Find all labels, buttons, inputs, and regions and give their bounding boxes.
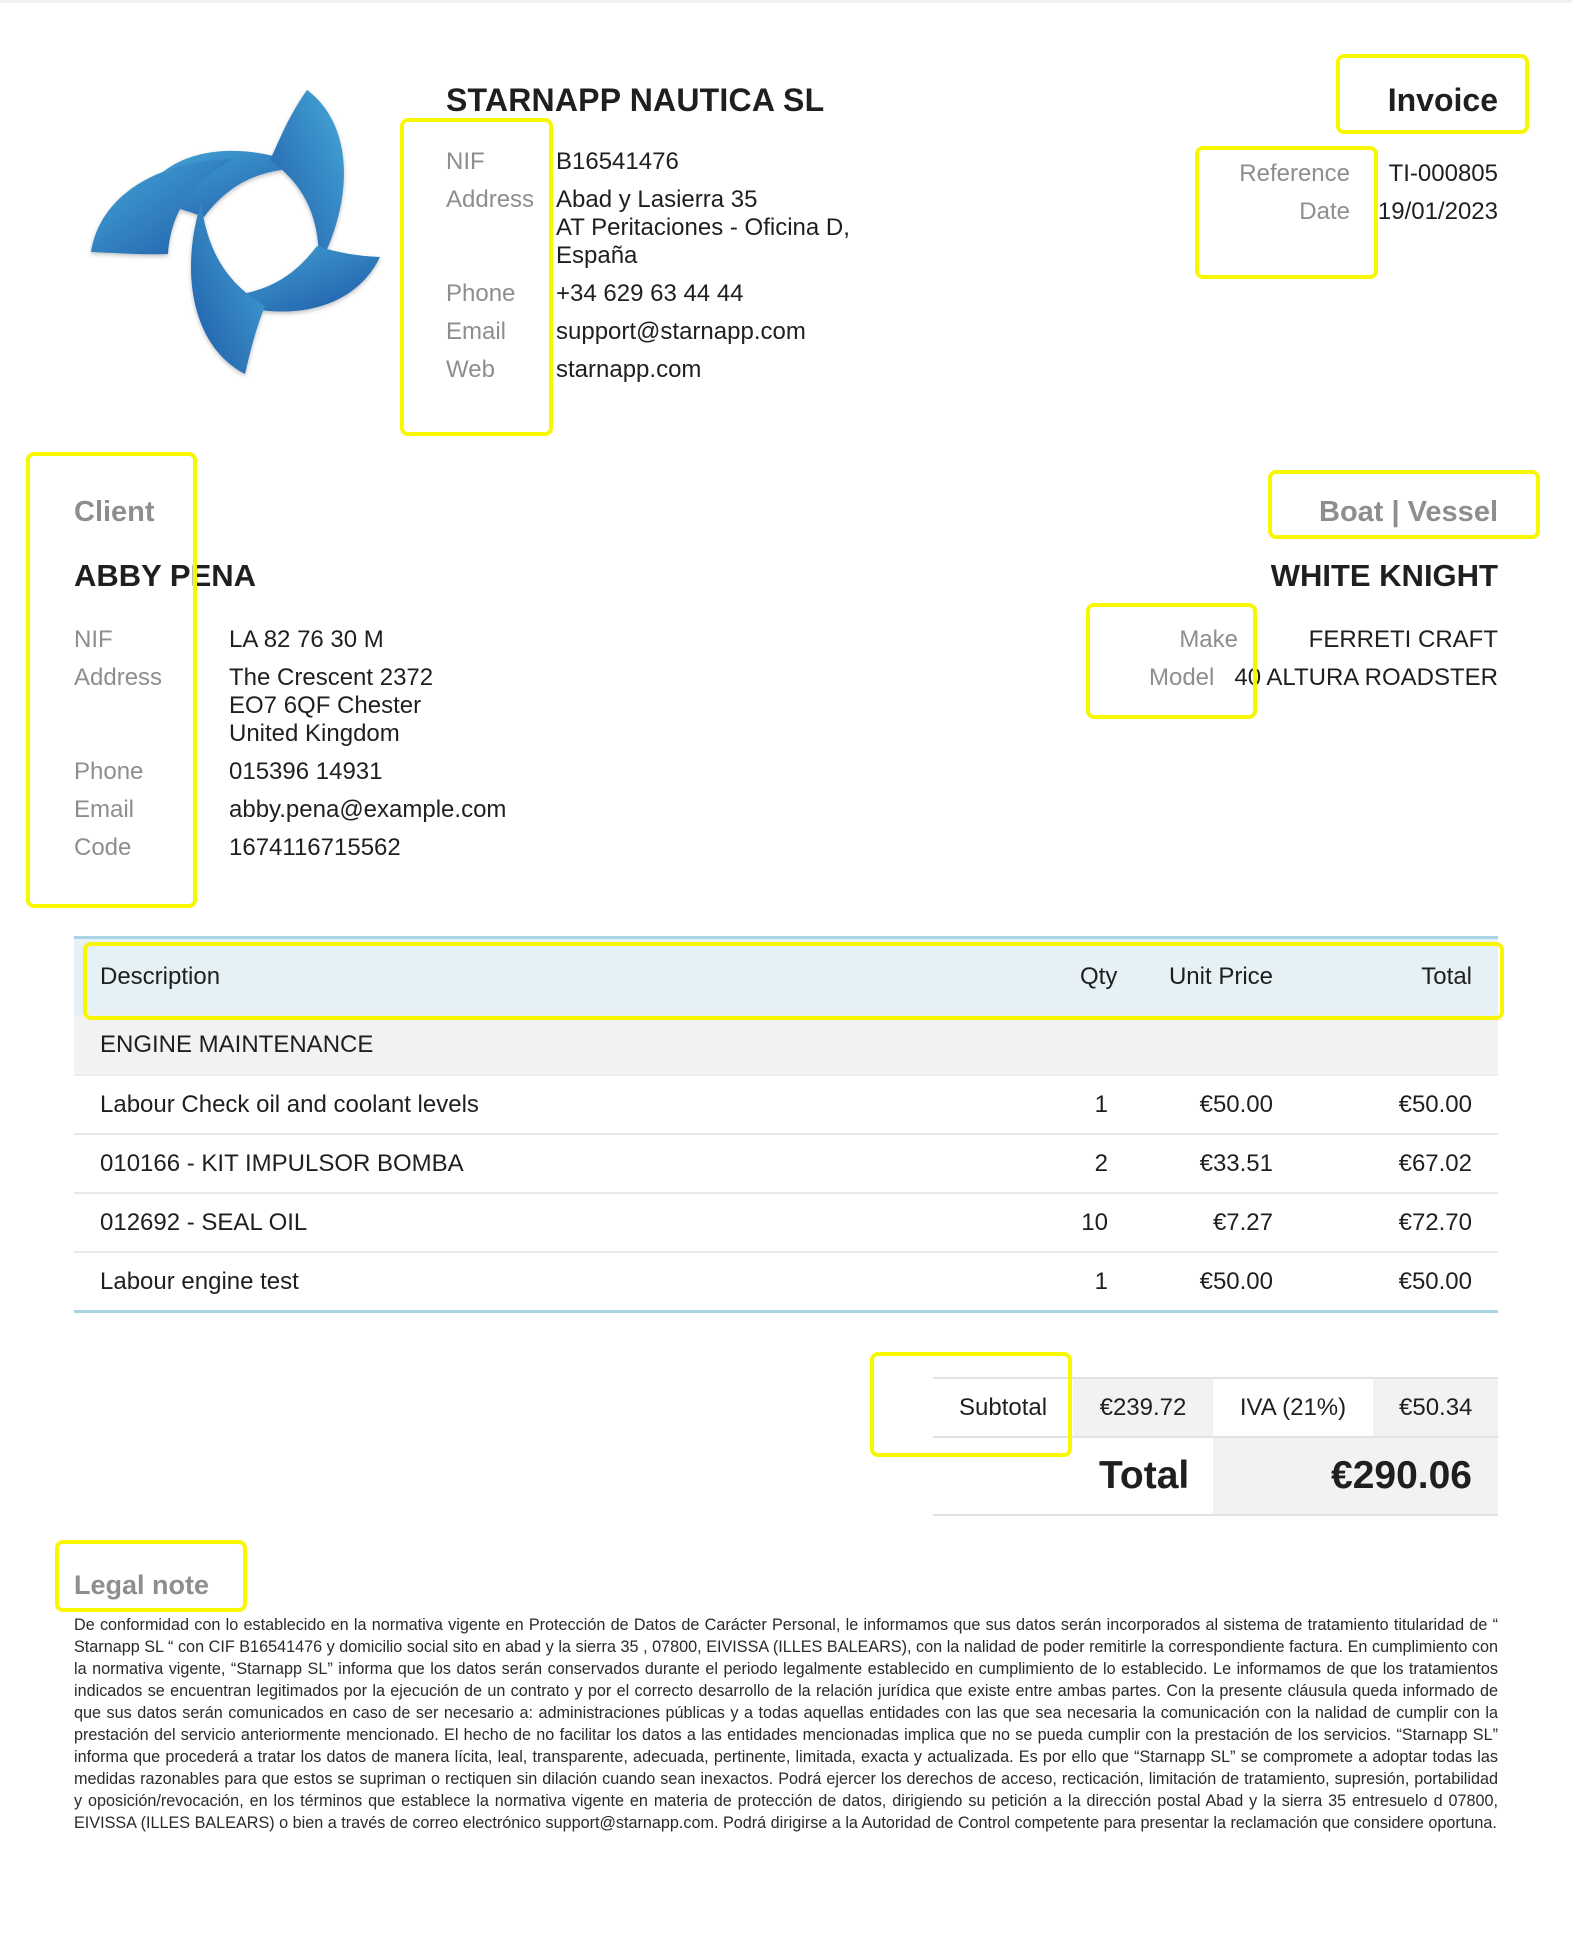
item-description: 010166 - KIT IMPULSOR BOMBA bbox=[74, 1134, 1054, 1193]
boat-make-value: FERRETI CRAFT bbox=[1308, 626, 1498, 653]
grand-total-value: €290.06 bbox=[1213, 1437, 1498, 1515]
item-unit-price: €50.00 bbox=[1134, 1252, 1299, 1312]
boat-model-row bbox=[1038, 664, 1498, 692]
client-nif-label: NIF bbox=[74, 626, 113, 653]
tax-value: €50.34 bbox=[1373, 1378, 1498, 1437]
items-header-row bbox=[74, 938, 1498, 1016]
company-address-line-1: Abad y Lasierra 35 bbox=[556, 186, 758, 213]
client-email-row bbox=[74, 796, 694, 824]
company-details bbox=[446, 148, 966, 394]
boat-model-value: 40 ALTURA ROADSTER bbox=[1234, 664, 1498, 691]
client-address-row bbox=[74, 664, 694, 748]
boat-heading: Boat | Vessel bbox=[1319, 496, 1498, 528]
client-nif-value: LA 82 76 30 M bbox=[229, 626, 384, 653]
company-address-line-3: España bbox=[556, 242, 638, 269]
boat-details bbox=[1038, 626, 1498, 702]
company-web-value: starnapp.com bbox=[556, 356, 702, 383]
company-phone-value: +34 629 63 44 44 bbox=[556, 280, 744, 307]
boat-make-row bbox=[1038, 626, 1498, 654]
company-email-value: support@starnapp.com bbox=[556, 318, 806, 345]
table-row bbox=[74, 1075, 1498, 1134]
client-heading: Client bbox=[74, 496, 155, 528]
client-code-label: Code bbox=[74, 834, 132, 861]
invoice-date-row bbox=[1138, 198, 1498, 226]
client-address-line-3: United Kingdom bbox=[229, 720, 400, 747]
invoice-reference-row bbox=[1138, 160, 1498, 188]
logo-petal-4 bbox=[191, 203, 265, 374]
boat-make-label: Make bbox=[1179, 626, 1238, 653]
legal-note-heading: Legal note bbox=[74, 1570, 210, 1600]
company-address-label: Address bbox=[446, 186, 535, 213]
top-divider bbox=[0, 0, 1572, 3]
item-qty: 10 bbox=[1054, 1193, 1134, 1252]
boat-name: WHITE KNIGHT bbox=[1270, 558, 1498, 593]
company-logo bbox=[82, 82, 396, 380]
company-address-value bbox=[556, 186, 966, 270]
item-total: €72.70 bbox=[1299, 1193, 1498, 1252]
company-address-line-2: AT Peritaciones - Oficina D, bbox=[556, 214, 850, 241]
item-total: €50.00 bbox=[1299, 1252, 1498, 1312]
client-address-line-2: EO7 6QF Chester bbox=[229, 692, 422, 719]
client-address-line-1: The Crescent 2372 bbox=[229, 664, 434, 691]
item-description: 012692 - SEAL OIL bbox=[74, 1193, 1054, 1252]
subtotal-row bbox=[933, 1378, 1498, 1437]
client-nif-row bbox=[74, 626, 694, 654]
item-unit-price: €50.00 bbox=[1134, 1075, 1299, 1134]
company-phone-row bbox=[446, 280, 966, 308]
table-row bbox=[74, 1193, 1498, 1252]
invoice-meta bbox=[1138, 160, 1498, 236]
item-qty: 1 bbox=[1054, 1075, 1134, 1134]
client-phone-row bbox=[74, 758, 694, 786]
invoice-items-table bbox=[74, 936, 1498, 1313]
item-total: €67.02 bbox=[1299, 1134, 1498, 1193]
description-header: Description bbox=[74, 938, 1054, 1016]
grand-total-row bbox=[933, 1437, 1498, 1515]
client-code-row bbox=[74, 834, 694, 862]
client-address-label: Address bbox=[74, 664, 163, 691]
item-qty: 2 bbox=[1054, 1134, 1134, 1193]
totals-summary-table bbox=[933, 1377, 1498, 1516]
company-email-label: Email bbox=[446, 318, 507, 345]
item-description: Labour engine test bbox=[74, 1252, 1054, 1312]
company-web-label: Web bbox=[446, 356, 495, 383]
invoice-reference-label: Reference bbox=[1239, 160, 1350, 187]
subtotal-value: €239.72 bbox=[1073, 1378, 1213, 1437]
boat-model-label: Model bbox=[1148, 664, 1215, 691]
total-header: Total bbox=[1299, 938, 1498, 1016]
qty-header: Qty bbox=[1054, 938, 1134, 1016]
invoice-reference-value: TI-000805 bbox=[1388, 160, 1498, 187]
invoice-title: Invoice bbox=[1387, 82, 1498, 118]
logo-petal-2 bbox=[270, 90, 344, 266]
client-address-value bbox=[229, 664, 694, 748]
company-web-row bbox=[446, 356, 966, 384]
item-description: Labour Check oil and coolant levels bbox=[74, 1075, 1054, 1134]
company-nif-row bbox=[446, 148, 966, 176]
item-qty: 1 bbox=[1054, 1252, 1134, 1312]
client-details bbox=[74, 626, 694, 872]
client-email-label: Email bbox=[74, 796, 135, 823]
company-email-row bbox=[446, 318, 966, 346]
client-name: ABBY PENA bbox=[74, 558, 257, 593]
legal-note-text: De conformidad con lo establecido en la normativa vigente en Protección de Datos de Carácter Personal, le informamos que sus datos serán incorporados al sistema de tratamiento titularidad de “ Starnapp SL “ con CIF B16541476 y domicilio social sito en abad y la sierra 35 , 07800, EIVISSA (ILLES BALEARS), con la nalidad de poder remitirle la correspondiente factura. En cumplimiento con la normativa vigente, “Starnapp SL” informa que los datos serán conservados durante el periodo legalmente establecido en cumplimiento de lo establecido. Le informamos de que los tratamientos indicados se encuentran legitimados por la ejecución de un contrato y por el correcto desarrollo de la relación jurídica que existe entre ambas partes. Con la presente cláusula queda informado de que sus datos serán comunicados en caso de ser necesario a: administraciones públicas y a todas aquellas entidades con las que sea necesaria la comunicación con la nalidad de cumplir con la prestación del servicio anteriormente mencionado. El hecho de no facilitar los datos a las entidades mencionadas implica que no se pueda cumplir con la prestación de los servicios. “Starnapp SL” informa que procederá a tratar los datos de manera lícita, leal, transparente, adecuada, pertinente, limitada, exacta y actualizada. Es por ello que “Starnapp SL” se compromete a adoptar todas las medidas razonables para que estos se supriman o rectiquen sin dilación cuando sean inexactos. Podrá ejercer los derechos de acceso, recticación, limitación de tratamiento, supresión, portabilidad y oposición/revocación, en los términos que establece la normativa vigente en materia de protección de datos, dirigiendo su petición a la dirección postal Abad y la sierra 35 entresuelo d 07800, EIVISSA (ILLES BALEARS) o bien a través de correo electrónico support@starnapp.com. Podrá dirigirse a la Autoridad de Control competente para presentar la reclamación que considere oportuna. bbox=[74, 1616, 1498, 1832]
unit-price-header: Unit Price bbox=[1134, 938, 1299, 1016]
subtotal-label: Subtotal bbox=[933, 1378, 1073, 1437]
company-address-row bbox=[446, 186, 966, 270]
company-nif-label: NIF bbox=[446, 148, 485, 175]
company-name: STARNAPP NAUTICA SL bbox=[446, 82, 825, 118]
item-group-label: ENGINE MAINTENANCE bbox=[74, 1015, 1498, 1075]
item-group-row bbox=[74, 1015, 1498, 1075]
client-phone-label: Phone bbox=[74, 758, 144, 785]
table-row bbox=[74, 1134, 1498, 1193]
invoice-date-value: 19/01/2023 bbox=[1377, 198, 1498, 225]
client-code-value: 1674116715562 bbox=[229, 834, 401, 861]
client-phone-value: 015396 14931 bbox=[229, 758, 383, 785]
item-total: €50.00 bbox=[1299, 1075, 1498, 1134]
invoice-date-label: Date bbox=[1299, 198, 1350, 225]
table-row bbox=[74, 1252, 1498, 1312]
client-email-value: abby.pena@example.com bbox=[229, 796, 507, 823]
grand-total-label: Total bbox=[1073, 1437, 1213, 1515]
company-nif-value: B16541476 bbox=[556, 148, 679, 175]
item-unit-price: €7.27 bbox=[1134, 1193, 1299, 1252]
item-unit-price: €33.51 bbox=[1134, 1134, 1299, 1193]
company-phone-label: Phone bbox=[446, 280, 516, 307]
tax-label: IVA (21%) bbox=[1213, 1378, 1373, 1437]
